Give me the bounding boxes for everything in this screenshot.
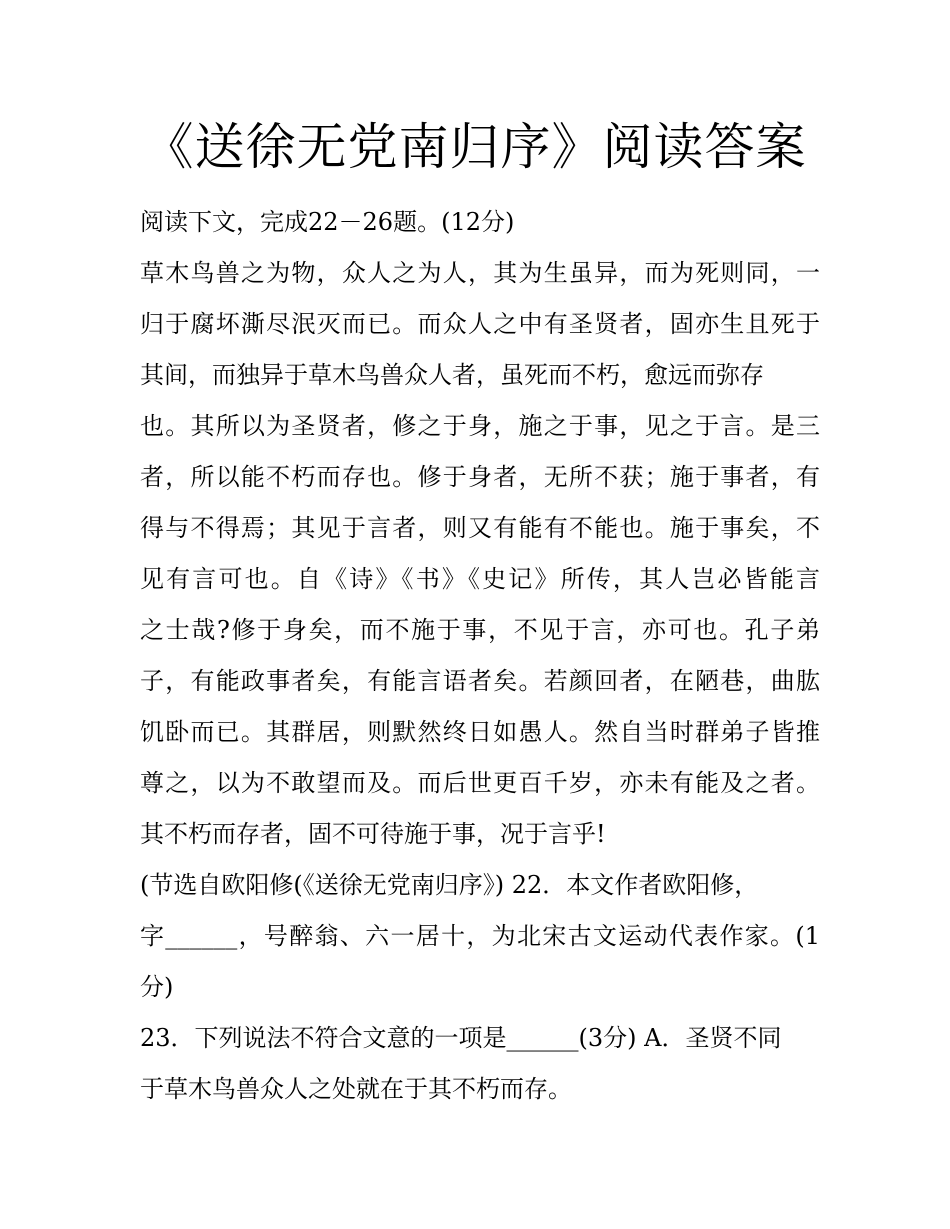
document-body xyxy=(140,197,820,1115)
passage-line-10: 饥卧而已。其群居，则默然终日如愚人。然自当时群弟子皆推 xyxy=(140,718,820,746)
passage-line-2: 归于腐坏澌尽泯灭而已。而众人之中有圣贤者，固亦生且死于 xyxy=(140,310,820,338)
passage-line-8: 之士哉?修于身矣，而不施于事，不见于言，亦可也。孔子弟 xyxy=(140,616,820,644)
passage-line-7: 见有言可也。自《诗》《书》《史记》所传，其人岂必皆能言 xyxy=(140,565,820,593)
question-23-line-1: 23．下列说法不符合文意的一项是______(3分) A．圣贤不同 xyxy=(140,1024,782,1052)
passage-line-6: 得与不得焉；其见于言者，则又有能有不能也。施于事矣，不 xyxy=(140,514,820,542)
question-22-line-2: 字______，号醉翁、六一居十，为北宋古文运动代表作家。(1 xyxy=(140,922,820,950)
passage-line-1: 草木鸟兽之为物，众人之为人，其为生虽异，而为死则同，一 xyxy=(140,259,820,287)
passage-line-3: 其间，而独异于草木鸟兽众人者，虽死而不朽，愈远而弥存 xyxy=(140,361,764,389)
passage-line-4: 也。其所以为圣贤者，修之于身，施之于事，见之于言。是三 xyxy=(140,412,820,440)
passage-line-12: 其不朽而存者，固不可待施于事，况于言乎! xyxy=(140,820,606,848)
intro-line: 阅读下文，完成22－26题。(12分) xyxy=(140,208,515,236)
source-and-question-22: (节选自欧阳修(《送徐无党南归序》) 22．本文作者欧阳修， xyxy=(140,871,759,899)
passage-line-11: 尊之，以为不敢望而及。而后世更百千岁，亦未有能及之者。 xyxy=(140,769,820,797)
document-title: 《送徐无党南归序》阅读答案 xyxy=(143,118,807,176)
passage-line-5: 者，所以能不朽而存也。修于身者，无所不获；施于事者，有 xyxy=(140,463,820,491)
question-22-line-3: 分) xyxy=(140,973,174,1001)
question-23-option-a: 于草木鸟兽众人之处就在于其不朽而存。 xyxy=(140,1075,572,1103)
passage-line-9: 子，有能政事者矣，有能言语者矣。若颜回者，在陋巷，曲肱 xyxy=(140,667,820,695)
